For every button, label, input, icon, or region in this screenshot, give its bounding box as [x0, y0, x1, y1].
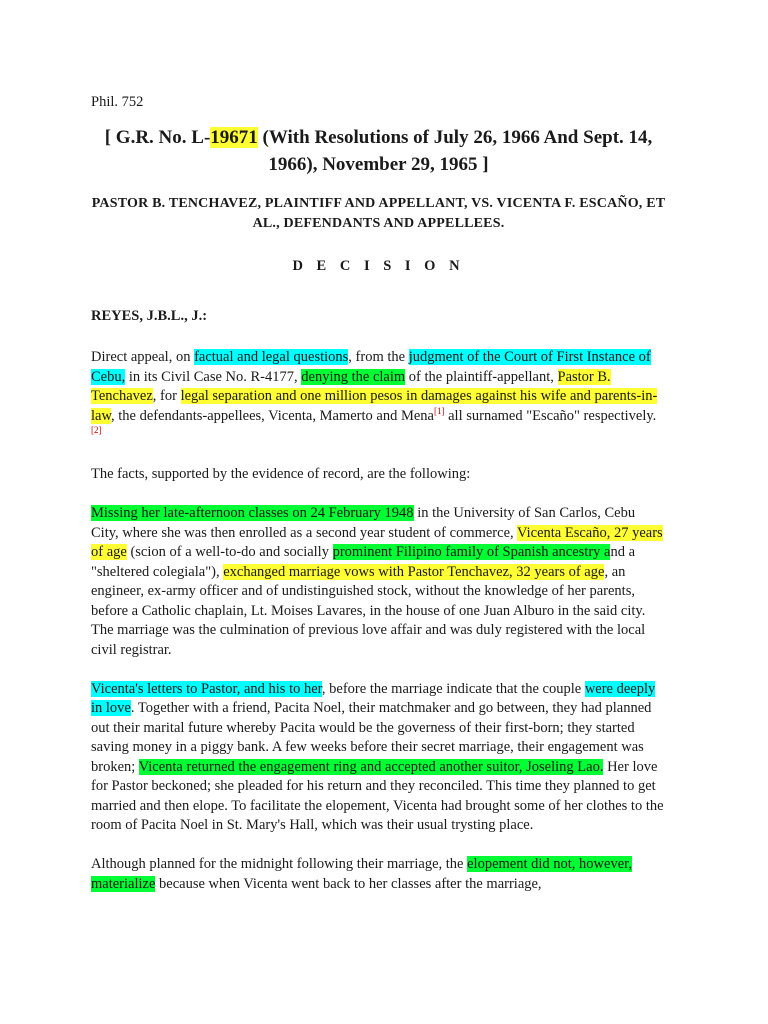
text-segment: nd a "sheltered colegiala"), [91, 544, 636, 580]
highlight-cyan: were deeply in love [91, 680, 656, 716]
highlight-green: denying the claim [301, 368, 406, 385]
citation: Phil. 752 [91, 94, 144, 110]
highlight-yellow: legal separation and one million pesos in damages against his wife and parents-in-law [91, 388, 658, 424]
case-parties: PASTOR B. TENCHAVEZ, PLAINTIFF AND APPELLANT, VS. VICENTA F. ESCAÑO, ET AL., DEFENDANTS AND APPELLEES. [91, 196, 666, 231]
case-title [91, 124, 666, 178]
decision-heading: D E C I S I O N [292, 258, 465, 274]
highlight-green: Missing her late-afternoon classes on 24 February 1948 [91, 505, 414, 521]
text-segment: all surnamed "Escaño" respectively. [444, 407, 657, 424]
highlight-cyan: Vicenta's letters to Pastor, and his to her [91, 680, 322, 697]
highlight-yellow: Vicenta Escaño, 27 years of age [91, 524, 663, 560]
text-segment: , for [152, 388, 181, 404]
text-segment: Her love for Pastor beckoned; she pleaded for his return and they reconciled. This time they planned to get married and then elope. To facilitate the elopement, Vicenta had brought some of her clothes to the room of Pacita Noel in St. Mary's Hall, which was their usual trysting place. [91, 758, 664, 833]
text-segment: , before the marriage indicate that the couple [321, 680, 585, 697]
footnote-link[interactable]: [2] [91, 425, 102, 436]
text-segment: in the University of San Carlos, Cebu City, where she was then enrolled as a second year student of commerce, [91, 505, 636, 541]
text-segment: Although planned for the midnight following their marriage, the [91, 856, 468, 872]
text-segment: , from the [348, 349, 409, 365]
highlight-cyan: judgment of the Court of First Instance of Cebu, [91, 349, 651, 385]
text-segment: because when Vicenta went back to her classes after the marriage, [155, 875, 542, 892]
highlight-green: prominent Filipino family of Spanish ancestry a [332, 544, 611, 560]
text-segment: . Together with a friend, Pacita Noel, their matchmaker and go between, they had planned out their marital future whereby Pacita would be the governess of their first-born; they started saving money in a piggy bank. A few weeks before their secret marriage, their engagement was broken; [91, 700, 652, 775]
ponente: REYES, J.B.L., J.: [91, 308, 208, 324]
decision-body [91, 348, 666, 894]
paragraph [91, 348, 666, 446]
highlight-yellow: Pastor B. Tenchavez [91, 368, 611, 404]
paragraph [91, 855, 666, 894]
highlight-yellow: exchanged marriage vows with Pastor Tenchavez, 32 years of age [223, 563, 605, 580]
text-segment: in its Civil Case No. R-4177, [125, 368, 302, 385]
highlight-green: Vicenta returned the engagement ring and accepted another suitor, Joseling Lao. [138, 758, 604, 775]
case-number-highlight: 19671 [210, 127, 258, 148]
text-segment: of the plaintiff-appellant, [405, 368, 558, 385]
case-title-prefix: [ G.R. No. L- [104, 127, 211, 148]
highlight-cyan: factual and legal questions [194, 349, 349, 365]
paragraph [91, 504, 666, 660]
case-title-suffix: (With Resolutions of July 26, 1966 And Sept. 14, 1966), November 29, 1965 ] [257, 127, 653, 175]
text-segment: , the defendants-appellees, Vicenta, Mamerto and Mena [111, 407, 434, 424]
text-segment: , an engineer, ex-army officer and of undistinguished stock, without the knowledge of her parents, before a Catholic chaplain, Lt. Moises Lavares, in the house of one Juan Alburo in the said city. The marriage was the culmination of previous love affair and was duly registered with the local civil registrar. [91, 563, 646, 658]
paragraph [91, 680, 666, 836]
text-segment: (scion of a well-to-do and socially [126, 544, 333, 560]
footnote-link[interactable]: [1] [433, 405, 445, 416]
text-segment: Direct appeal, on [91, 349, 195, 365]
highlight-green: elopement did not, however, materialize [91, 856, 633, 892]
paragraph [91, 465, 666, 485]
text-segment: The facts, supported by the evidence of record, are the following: [91, 466, 471, 482]
